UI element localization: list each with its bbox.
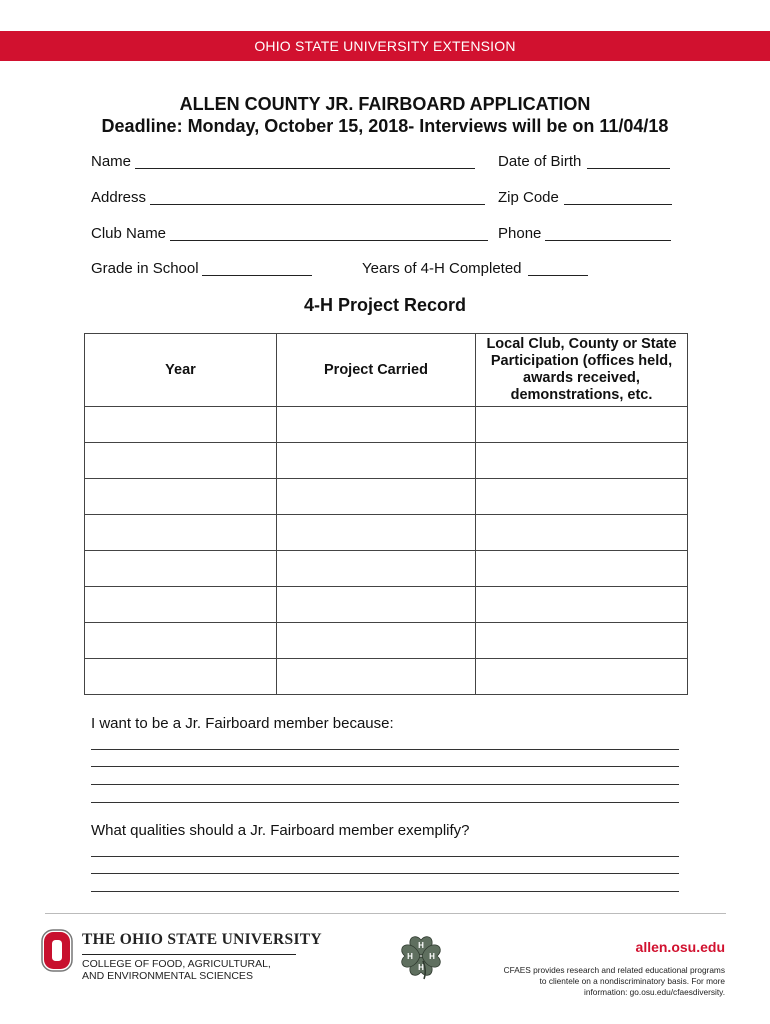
project-cell[interactable] <box>277 443 476 479</box>
date-of-birth-field[interactable] <box>587 168 670 169</box>
table-row <box>85 479 688 515</box>
project-record-title: 4-H Project Record <box>303 295 467 315</box>
participation-cell[interactable] <box>476 551 688 587</box>
phone-label: Phone <box>498 225 542 242</box>
table-row <box>85 587 688 623</box>
banner-text: OHIO STATE UNIVERSITY EXTENSION <box>254 38 516 54</box>
svg-text:H: H <box>429 952 435 961</box>
phone-field[interactable] <box>545 240 671 241</box>
table-header-row <box>85 334 688 407</box>
university-name: THE OHIO STATE UNIVERSITY <box>82 931 322 948</box>
participation-cell[interactable] <box>476 443 688 479</box>
footer-divider <box>45 913 726 914</box>
deadline-text: Deadline: Monday, October 15, 2018- Interviews will be on 11/04/18 <box>101 116 669 136</box>
address-label: Address <box>91 189 147 206</box>
form-title: ALLEN COUNTY JR. FAIRBOARD APPLICATION <box>179 94 591 114</box>
svg-text:H: H <box>407 952 413 961</box>
question-qualities: What qualities should a Jr. Fairboard member exemplify? <box>91 822 470 839</box>
club-name-field[interactable] <box>170 240 488 241</box>
project-cell[interactable] <box>277 407 476 443</box>
participation-cell[interactable] <box>476 659 688 695</box>
year-cell[interactable] <box>85 479 277 515</box>
college-line-2: AND ENVIRONMENTAL SCIENCES <box>82 970 253 982</box>
table-row <box>85 443 688 479</box>
name-label: Name <box>91 153 132 170</box>
answer-line[interactable] <box>91 784 679 785</box>
year-cell[interactable] <box>85 587 277 623</box>
participation-cell[interactable] <box>476 515 688 551</box>
participation-cell[interactable] <box>476 623 688 659</box>
project-cell[interactable] <box>277 479 476 515</box>
nondiscrimination-notice: CFAES provides research and related educational programs to clientele on a nondiscriminatory basis. For more information: go.osu.edu/cfaesdiversity. <box>503 965 725 997</box>
four-h-clover-icon <box>396 931 446 981</box>
project-cell[interactable] <box>277 623 476 659</box>
answer-line[interactable] <box>91 766 679 767</box>
project-cell[interactable] <box>277 551 476 587</box>
svg-text:H: H <box>418 963 424 972</box>
project-cell[interactable] <box>277 587 476 623</box>
name-field[interactable] <box>135 168 475 169</box>
zip-code-field[interactable] <box>564 204 672 205</box>
zip-code-label: Zip Code <box>498 189 559 206</box>
table-row <box>85 515 688 551</box>
year-cell[interactable] <box>85 623 277 659</box>
wordmark-rule <box>82 954 296 955</box>
year-cell[interactable] <box>85 551 277 587</box>
extension-banner <box>0 31 770 61</box>
table-row <box>85 659 688 695</box>
grade-field[interactable] <box>202 275 312 276</box>
participation-cell[interactable] <box>476 587 688 623</box>
osu-wordmark <box>82 931 322 982</box>
project-cell[interactable] <box>277 659 476 695</box>
table-row <box>85 407 688 443</box>
participation-cell[interactable] <box>476 407 688 443</box>
project-cell[interactable] <box>277 515 476 551</box>
address-field[interactable] <box>150 204 485 205</box>
project-record-table <box>84 333 688 695</box>
college-line-1: COLLEGE OF FOOD, AGRICULTURAL, <box>82 958 271 970</box>
answer-line[interactable] <box>91 802 679 803</box>
table-row <box>85 551 688 587</box>
year-cell[interactable] <box>85 407 277 443</box>
column-header-participation: Local Club, County or State Participation (offices held, awards received, demonstrations, etc. <box>476 334 688 407</box>
answer-line[interactable] <box>91 873 679 874</box>
grade-label: Grade in School <box>91 260 199 277</box>
year-cell[interactable] <box>85 659 277 695</box>
years-label: Years of 4-H Completed <box>362 260 522 277</box>
participation-cell[interactable] <box>476 479 688 515</box>
answer-line[interactable] <box>91 749 679 750</box>
svg-text:H: H <box>418 941 424 950</box>
column-header-year: Year <box>85 334 277 407</box>
table-row <box>85 623 688 659</box>
year-cell[interactable] <box>85 515 277 551</box>
date-of-birth-label: Date of Birth <box>498 153 582 170</box>
answer-line[interactable] <box>91 891 679 892</box>
question-why-member: I want to be a Jr. Fairboard member because: <box>91 715 394 732</box>
club-name-label: Club Name <box>91 225 167 242</box>
year-cell[interactable] <box>85 443 277 479</box>
years-field[interactable] <box>528 275 588 276</box>
website-link[interactable]: allen.osu.edu <box>635 939 725 955</box>
ohio-state-block-o-icon <box>41 929 73 972</box>
answer-line[interactable] <box>91 856 679 857</box>
column-header-project: Project Carried <box>277 334 476 407</box>
